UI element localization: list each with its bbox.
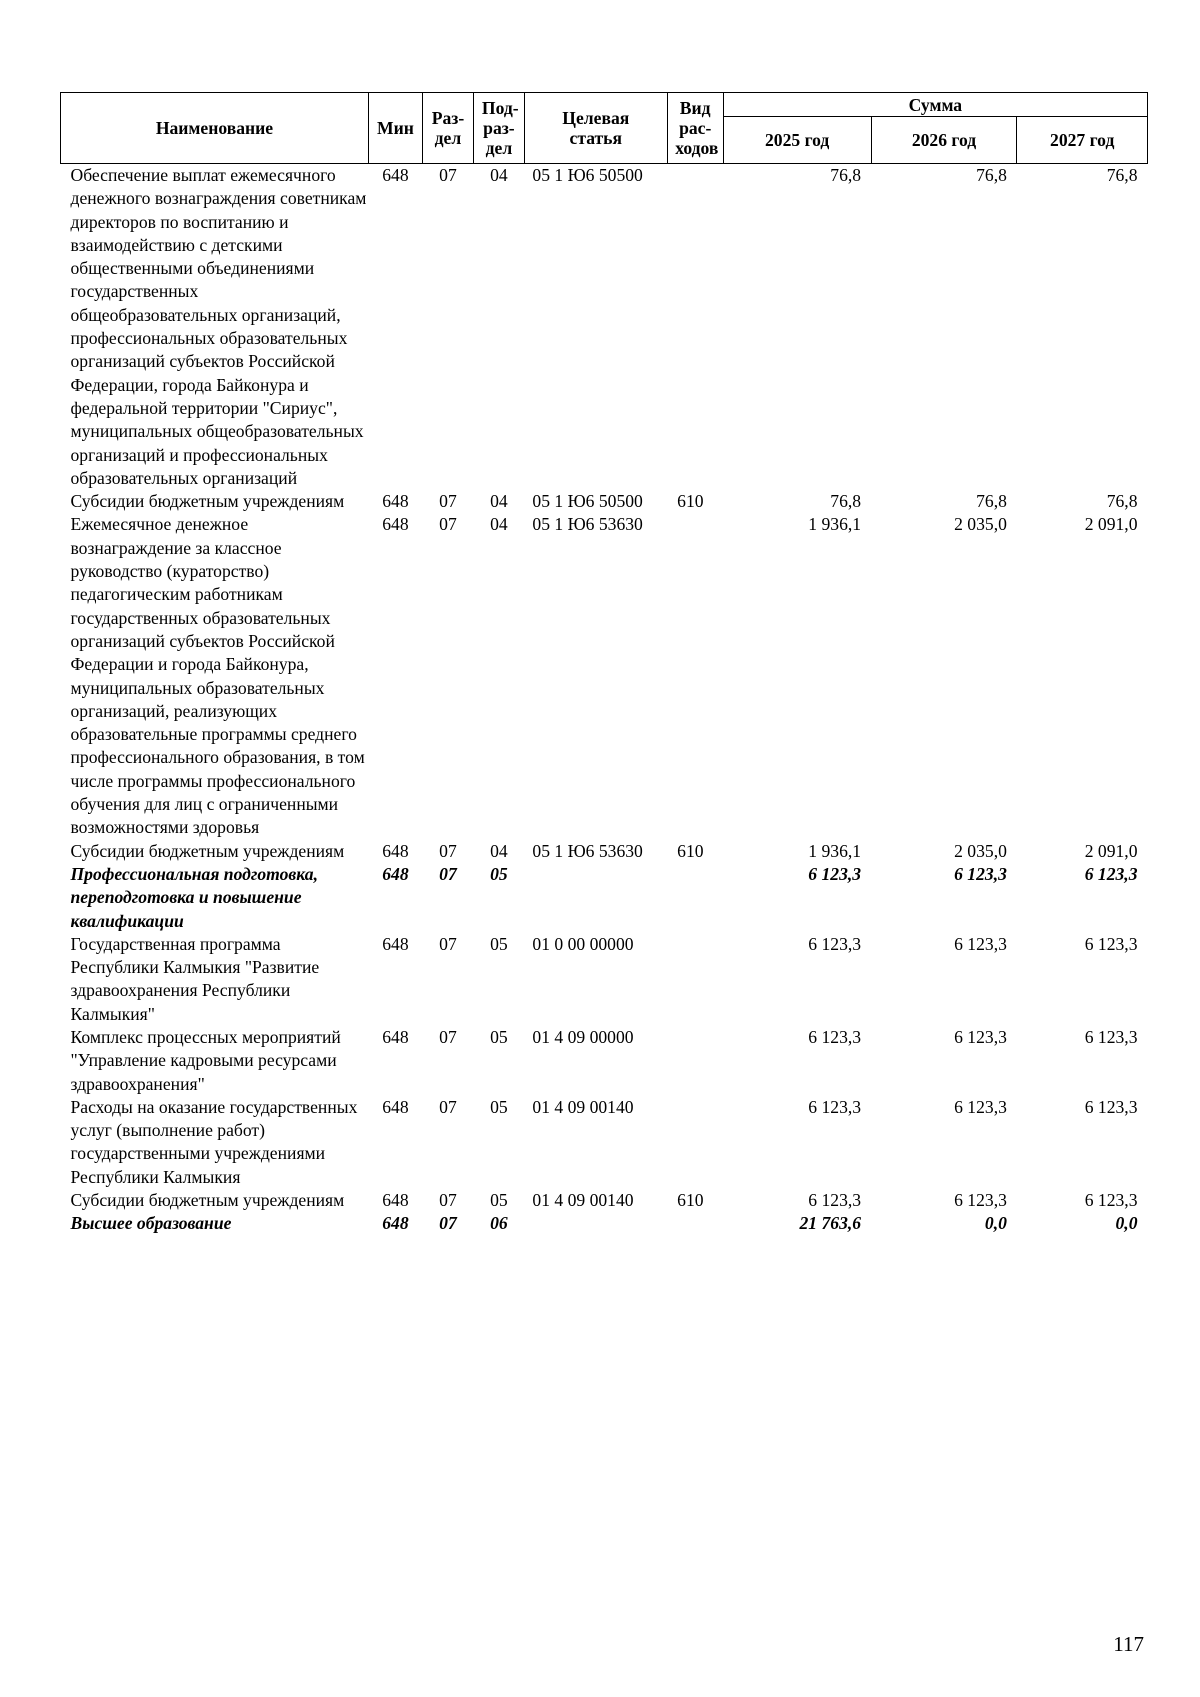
row-2026: 0,0 bbox=[984, 1213, 1007, 1234]
row-celevaya: 01 4 09 00140 bbox=[532, 1190, 634, 1211]
row-vid bbox=[667, 1212, 723, 1235]
table-row bbox=[61, 164, 1148, 491]
row-celevaya: 05 1 Ю6 53630 bbox=[532, 840, 643, 861]
row-min: 648 bbox=[382, 863, 409, 884]
table-row bbox=[61, 490, 1148, 513]
row-name: Высшее образование bbox=[70, 1213, 232, 1234]
table-row bbox=[61, 1189, 1148, 1212]
row-2026: 6 123,3 bbox=[954, 1190, 1007, 1211]
row-podrazdel: 06 bbox=[490, 1213, 508, 1234]
header-celevaya bbox=[524, 93, 667, 164]
row-vid: 610 bbox=[677, 1190, 704, 1211]
row-razdel: 07 bbox=[439, 933, 457, 954]
row-podrazdel: 04 bbox=[490, 514, 508, 535]
row-min: 648 bbox=[382, 933, 409, 954]
row-name: Субсидии бюджетным учреждениям bbox=[70, 840, 345, 861]
row-2027: 2 091,0 bbox=[1084, 840, 1138, 861]
header-vid-text: Вид рас-ходов bbox=[675, 98, 719, 158]
row-podrazdel: 05 bbox=[490, 1096, 508, 1117]
row-2027: 2 091,0 bbox=[1084, 514, 1138, 535]
row-2026: 2 035,0 bbox=[954, 840, 1007, 861]
row-name: Обеспечение выплат ежемесячного денежного вознаграждения советникам директоров по воспитанию и взаимодействию с детскими общественными объединениями государственных общеобразовательных организаций, профессиональных образовательных организаций субъектов Российской Федерации, города Байконура и федеральной территории "Сириус", муниципальных общеобразовательных организаций и профессиональных образовательных организаций bbox=[70, 165, 367, 488]
table-row bbox=[61, 1096, 1148, 1189]
row-name: Профессиональная подготовка, переподготовка и повышение квалификации bbox=[70, 863, 318, 931]
row-razdel: 07 bbox=[439, 491, 457, 512]
row-2027: 6 123,3 bbox=[1084, 863, 1138, 884]
row-min: 648 bbox=[382, 1213, 409, 1234]
row-razdel: 07 bbox=[439, 1213, 457, 1234]
table-row bbox=[61, 933, 1148, 1026]
header-podrazdel bbox=[473, 93, 524, 164]
row-celevaya: 01 4 09 00000 bbox=[532, 1026, 634, 1047]
row-min: 648 bbox=[382, 840, 409, 861]
row-podrazdel: 05 bbox=[490, 1190, 508, 1211]
row-podrazdel: 04 bbox=[490, 165, 508, 185]
row-vid bbox=[667, 933, 723, 1026]
row-name: Расходы на оказание государственных услуг (выполнение работ) государственными учреждениями Республики Калмыкия bbox=[70, 1096, 358, 1187]
row-vid bbox=[667, 863, 723, 933]
row-razdel: 07 bbox=[439, 165, 457, 185]
row-celevaya: 01 0 00 00000 bbox=[532, 933, 634, 954]
row-celevaya: 05 1 Ю6 50500 bbox=[532, 165, 643, 185]
header-2027: 2027 год bbox=[1017, 117, 1148, 164]
row-vid bbox=[667, 1096, 723, 1189]
row-2026: 6 123,3 bbox=[954, 933, 1007, 954]
row-podrazdel: 05 bbox=[490, 933, 508, 954]
table-row-section bbox=[61, 863, 1148, 933]
row-2025: 6 123,3 bbox=[808, 933, 862, 954]
row-min: 648 bbox=[382, 514, 409, 535]
header-vid bbox=[667, 93, 723, 164]
row-min: 648 bbox=[382, 1096, 409, 1117]
row-vid: 610 bbox=[677, 491, 704, 512]
row-min: 648 bbox=[382, 165, 409, 185]
row-2025: 6 123,3 bbox=[808, 1190, 862, 1211]
row-2025: 6 123,3 bbox=[808, 1096, 862, 1117]
row-celevaya bbox=[524, 1212, 667, 1235]
header-2026: 2026 год bbox=[871, 117, 1017, 164]
row-2025: 21 763,6 bbox=[799, 1213, 862, 1234]
row-2027: 76,8 bbox=[1106, 491, 1138, 512]
row-2027: 0,0 bbox=[1115, 1213, 1138, 1234]
row-2026: 6 123,3 bbox=[954, 1026, 1007, 1047]
row-podrazdel: 04 bbox=[490, 491, 508, 512]
row-razdel: 07 bbox=[439, 1190, 457, 1211]
header-celevaya-text: Целевая статья bbox=[562, 108, 630, 148]
row-celevaya bbox=[524, 863, 667, 933]
row-2025: 76,8 bbox=[830, 165, 862, 185]
row-vid: 610 bbox=[677, 840, 704, 861]
row-vid bbox=[667, 1026, 723, 1096]
row-razdel: 07 bbox=[439, 863, 457, 884]
row-2027: 76,8 bbox=[1106, 165, 1138, 185]
page-number: 117 bbox=[1113, 1632, 1144, 1656]
row-2026: 6 123,3 bbox=[954, 863, 1007, 884]
row-name: Субсидии бюджетным учреждениям bbox=[70, 491, 345, 512]
header-razdel-text: Раз-дел bbox=[431, 108, 465, 148]
row-podrazdel: 05 bbox=[490, 1026, 508, 1047]
row-podrazdel: 05 bbox=[490, 863, 508, 884]
row-2027: 6 123,3 bbox=[1084, 1026, 1138, 1047]
row-celevaya: 05 1 Ю6 53630 bbox=[532, 514, 643, 535]
row-min: 648 bbox=[382, 491, 409, 512]
table-row bbox=[61, 1026, 1148, 1096]
table-row bbox=[61, 513, 1148, 839]
row-razdel: 07 bbox=[439, 840, 457, 861]
row-2026: 2 035,0 bbox=[954, 514, 1007, 535]
row-2025: 1 936,1 bbox=[808, 514, 862, 535]
header-podrazdel-text: Под-раз-дел bbox=[481, 98, 519, 158]
row-2025: 6 123,3 bbox=[808, 1026, 862, 1047]
row-vid bbox=[667, 513, 723, 839]
row-razdel: 07 bbox=[439, 1096, 457, 1117]
row-2026: 6 123,3 bbox=[954, 1096, 1007, 1117]
header-razdel bbox=[422, 93, 473, 164]
header-name: Наименование bbox=[61, 93, 369, 164]
row-2025: 76,8 bbox=[830, 491, 862, 512]
row-name: Государственная программа Республики Калмыкия "Развитие здравоохранения Республики Калмыкия" bbox=[70, 933, 320, 1024]
row-min: 648 bbox=[382, 1190, 409, 1211]
row-vid bbox=[667, 164, 723, 491]
budget-table bbox=[60, 92, 1148, 1236]
header-min: Мин bbox=[368, 93, 422, 164]
row-2025: 1 936,1 bbox=[808, 840, 862, 861]
row-2027: 6 123,3 bbox=[1084, 933, 1138, 954]
row-min: 648 bbox=[382, 1026, 409, 1047]
row-name: Ежемесячное денежное вознаграждение за классное руководство (кураторство) педагогическим работникам государственных образовательных организаций субъектов Российской Федерации и города Байконура, муниципальных образовательных организаций, реализующих образовательные программы среднего профессионального образования, в том числе программы профессионального обучения для лиц с ограниченными возможностями здоровья bbox=[70, 514, 365, 838]
row-podrazdel: 04 bbox=[490, 840, 508, 861]
row-2026: 76,8 bbox=[976, 491, 1007, 512]
row-name: Субсидии бюджетным учреждениям bbox=[70, 1190, 345, 1211]
row-2026: 76,8 bbox=[976, 165, 1007, 185]
header-summa: Сумма bbox=[723, 93, 1147, 117]
row-celevaya: 05 1 Ю6 50500 bbox=[532, 491, 643, 512]
table-row bbox=[61, 840, 1148, 863]
row-2025: 6 123,3 bbox=[808, 863, 862, 884]
row-razdel: 07 bbox=[439, 514, 457, 535]
header-2025: 2025 год bbox=[723, 117, 871, 164]
row-razdel: 07 bbox=[439, 1026, 457, 1047]
row-2027: 6 123,3 bbox=[1084, 1096, 1138, 1117]
table-row-section bbox=[61, 1212, 1148, 1235]
row-name: Комплекс процессных мероприятий "Управление кадровыми ресурсами здравоохранения" bbox=[70, 1026, 341, 1094]
row-celevaya: 01 4 09 00140 bbox=[532, 1096, 634, 1117]
row-2027: 6 123,3 bbox=[1084, 1190, 1138, 1211]
